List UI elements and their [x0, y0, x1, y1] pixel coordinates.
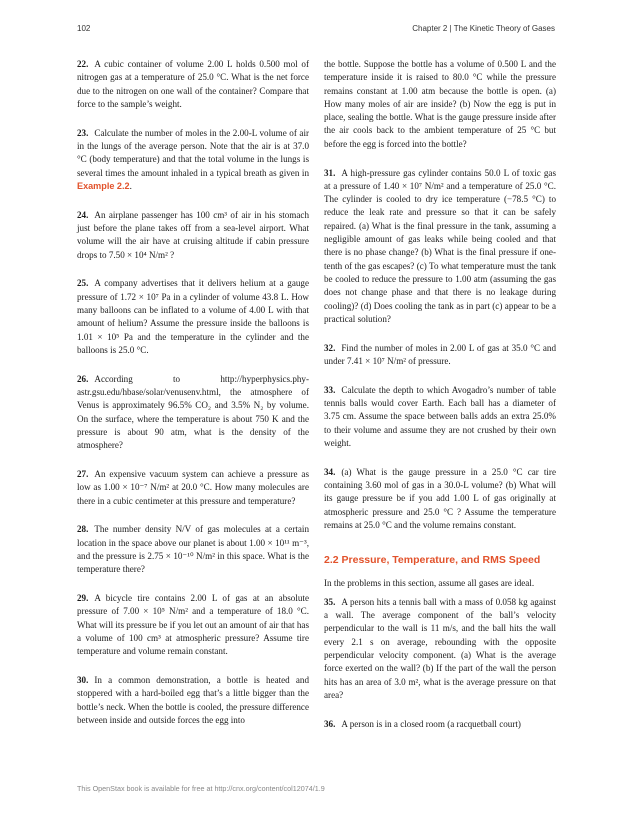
problem-text: (a) What is the gauge pressure in a 25.0 °C car tire containing 3.60 mol of gas in a 30.0-L volume? (b) What will its gauge pressure be if you add 1.00 L of gas originally at atmospheric pressure and 25.0 °C ? Assume the temperature remains at 25.0 °C and the volume remains constant.: [324, 466, 556, 530]
problem-text: the bottle. Suppose the bottle has a volume of 0.500 L and the temperature inside it is raised to 80.0 °C while the pressure remains constant at 1.00 atm because the bottle is open. (a) How many moles of air are inside? (b) Now the egg is put in place, sealing the bottle. What is the gauge pressure inside after the air cools back to the ambient temperature of 25 °C but before the egg is forced into the bottle?: [324, 59, 556, 149]
problem-text: A company advertises that it delivers helium at a gauge pressure of 1.72 × 10⁷ Pa in a cylinder of volume 43.8 L. How many balloons can be inflated to a volume of 4.00 L with that amount of helium? Assume the pressure inside the balloons is 1.01 × 10⁵ Pa and the temperature in the cylinder and the balloons is 25.0 °C.: [77, 278, 309, 355]
problem-30: 30. In a common demonstration, a bottle is heated and stoppered with a hard-boiled egg that’s a little bigger than the bottle’s neck. When the bottle is cooled, the pressure difference between inside and outside forces the egg into: [77, 674, 309, 725]
problem-text: An expensive vacuum system can achieve a pressure as low as 1.00 × 10⁻⁷ N/m² at 20.0 °C. How many molecules are there in a cubic centimeter at this pressure and temperature?: [77, 468, 309, 506]
problem-35: 35. A person hits a tennis ball with a mass of 0.058 kg against a wall. The average component of the ball’s velocity perpendicular to the wall is 11 m/s, and the ball hits the wall every 2.1 s on average, rebounding with the opposite perpendicular velocity component. (a) What is the average force exerted on the wall? (b) If the part of the wall the person hits has an area of 3.0 m², what is the average pressure on that area?: [324, 596, 556, 700]
section-intro: In the problems in this section, assume all gases are ideal.: [324, 577, 535, 588]
right-column: [324, 58, 556, 746]
example-link[interactable]: Example 2.2: [77, 180, 130, 191]
chapter-header: Chapter 2 | The Kinetic Theory of Gases: [412, 24, 555, 33]
problem-26: 26. According to http://hyperphysics.phy-astr.gsu.edu/hbase/solar/venusenv.html, the atmosphere of Venus is approximately 96.5% CO₂ and 3.5% N₂ by volume. On the surface, where the temperature is about 750 K and the pressure is about 90 atm, what is the density of the atmosphere?: [77, 373, 309, 451]
problem-text: Calculate the number of moles in the 2.00-L volume of air in the lungs of the average person. Note that the air is at 37.0 °C (body temperature) and that the total volume in the lungs is several times the amount inhaled in a typical breath as given in: [77, 127, 309, 178]
problem-text: A bicycle tire contains 2.00 L of gas at an absolute pressure of 7.00 × 10⁵ N/m² and a temperature of 18.0 °C. What will its pressure be if you let out an amount of air that has a volume of 100 cm³ at atmospheric pressure? Assume tire temperature and volume remain constant.: [77, 593, 309, 657]
problem-text: The number density N/V of gas molecules at a certain location in the space above our planet is about 1.00 × 10¹¹ m⁻³, and the pressure is 2.75 × 10⁻¹⁰ N/m² in this space. What is the temperature there?: [77, 524, 309, 575]
page-number: 102: [77, 24, 91, 33]
problem-23: 23. Calculate the number of moles in the 2.00-L volume of air in the lungs of the average person. Note that the air is at 37.0 °C (body temperature) and that the total volume in the lungs is several times the amount inhaled in a typical breath as given in Example 2.2.: [77, 127, 309, 191]
problem-34: 34. (a) What is the gauge pressure in a 25.0 °C car tire containing 3.60 mol of gas in a 30.0-L volume? (b) What will its gauge pressure be if you add 1.00 L of gas originally at atmospheric pressure and 25.0 °C ? Assume the temperature remains at 25.0 °C and the volume remains constant.: [324, 466, 556, 530]
problem-text: A person hits a tennis ball with a mass of 0.058 kg against a wall. The average component of the ball’s velocity perpendicular to the wall is 11 m/s, and the ball hits the wall every 2.1 s on average, rebounding with the opposite perpendicular velocity component. (a) What is the average force exerted on the wall? (b) If the part of the wall the person hits has an area of 3.0 m², what is the average pressure on that area?: [324, 596, 556, 700]
problem-32: 32. Find the number of moles in 2.00 L of gas at 35.0 °C and under 7.41 × 10⁷ N/m² of pressure.: [324, 342, 556, 366]
problem-30-continued: [324, 58, 556, 151]
left-column: [77, 58, 309, 743]
problem-text: According to http://hyperphysics.phy-astr.gsu.edu/hbase/solar/venusenv.html, the atmosphere of Venus is approximately 96.5% CO₂ and 3.5% N₂ by volume. On the surface, where the temperature is about 750 K and the pressure is about 90 atm, what is the density of the atmosphere?: [77, 373, 309, 451]
problem-24: 24. An airplane passenger has 100 cm³ of air in his stomach just before the plane takes off from a sea-level airport. What volume will the air have at cruising altitude if cabin pressure drops to 7.50 × 10⁴ N/m² ?: [77, 209, 309, 260]
problem-text: Find the number of moles in 2.00 L of gas at 35.0 °C and under 7.41 × 10⁷ N/m² of pressure.: [324, 342, 556, 366]
problem-33: 33. Calculate the depth to which Avogadro’s number of table tennis balls would cover Earth. Each ball has a diameter of 3.75 cm. Assume the space between balls adds an extra 25.0% to their volume and assume they are not crushed by their own weight.: [324, 384, 556, 448]
problem-36: 36. A person is in a closed room (a racquetball court): [324, 718, 521, 729]
problem-text: A high-pressure gas cylinder contains 50.0 L of toxic gas at a pressure of 1.40 × 10⁷ N/m² and a temperature of 25.0 °C. The cylinder is cooled to dry ice temperature (−78.5 °C) to reduce the leak rate and pressure so that it can be safely repaired. (a) What is the final pressure in the tank, assuming a negligible amount of gas leaks while being cooled and that there is no phase change? (b) What is the final pressure if one-tenth of the gas escapes? (c) To what temperature must the tank be cooled to reduce the pressure to 1.00 atm (assuming the gas does not change phase and that there is no leakage during cooling)? (d) Does cooling the tank as in part (c) appear to be a practical solution?: [324, 167, 556, 324]
problem-text: A person is in a closed room (a racquetball court): [341, 718, 521, 729]
problem-25: 25. A company advertises that it delivers helium at a gauge pressure of 1.72 × 10⁷ Pa in a cylinder of volume 43.8 L. How many balloons can be inflated to a volume of 4.00 L with that amount of helium? Assume the pressure inside the balloons is 1.01 × 10⁵ Pa and the temperature in the cylinder and the balloons is 25.0 °C.: [77, 278, 309, 355]
problem-22: 22. A cubic container of volume 2.00 L holds 0.500 mol of nitrogen gas at a temperature of 25.0 °C. What is the net force due to the nitrogen on one wall of the container? Compare that force to the sample’s weight.: [77, 59, 309, 109]
problem-29: 29. A bicycle tire contains 2.00 L of gas at an absolute pressure of 7.00 × 10⁵ N/m² and a temperature of 18.0 °C. What will its pressure be if you let out an amount of air that has a volume of 100 cm³ at atmospheric pressure? Assume tire temperature and volume remain constant.: [77, 593, 309, 657]
problem-31: 31. A high-pressure gas cylinder contains 50.0 L of toxic gas at a pressure of 1.40 × 10⁷ N/m² and a temperature of 25.0 °C. The cylinder is cooled to dry ice temperature (−78.5 °C) to reduce the leak rate and pressure so that it can be safely repaired. (a) What is the final pressure in the tank, assuming a negligible amount of gas leaks while being cooled and that there is no phase change? (b) What is the final pressure if one-tenth of the gas escapes? (c) To what temperature must the tank be cooled to reduce the pressure to 1.00 atm (assuming the gas does not change phase and that there is no leakage during cooling)? (d) Does cooling the tank as in part (c) appear to be a practical solution?: [324, 167, 556, 324]
section-heading: 2.2 Pressure, Temperature, and RMS Speed: [324, 554, 541, 567]
problem-28: 28. The number density N/V of gas molecules at a certain location in the space above our planet is about 1.00 × 10¹¹ m⁻³, and the pressure is 2.75 × 10⁻¹⁰ N/m² in this space. What is the temperature there?: [77, 524, 309, 575]
footer: This OpenStax book is available for free at http://cnx.org/content/col12074/1.9: [77, 784, 325, 793]
problem-text: An airplane passenger has 100 cm³ of air in his stomach just before the plane takes off from a sea-level airport. What volume will the air have at cruising altitude if cabin pressure drops to 7.50 × 10⁴ N/m² ?: [77, 209, 309, 260]
problem-27: 27. An expensive vacuum system can achieve a pressure as low as 1.00 × 10⁻⁷ N/m² at 20.0 °C. How many molecules are there in a cubic centimeter at this pressure and temperature?: [77, 468, 309, 506]
footer-link[interactable]: http://cnx.org/content/col12074/1.9: [214, 784, 325, 793]
problem-text: In a common demonstration, a bottle is heated and stoppered with a hard-boiled egg that’s a little bigger than the bottle’s neck. When the bottle is cooled, the pressure difference between inside and outside forces the egg into: [77, 674, 309, 725]
problem-text: A cubic container of volume 2.00 L holds 0.500 mol of nitrogen gas at a temperature of 25.0 °C. What is the net force due to the nitrogen on one wall of the container? Compare that force to the sample’s weight.: [77, 59, 309, 109]
problem-text: Calculate the depth to which Avogadro’s number of table tennis balls would cover Earth. Each ball has a diameter of 3.75 cm. Assume the space between balls adds an extra 25.0% to their volume and assume they are not crushed by their own weight.: [324, 384, 556, 448]
